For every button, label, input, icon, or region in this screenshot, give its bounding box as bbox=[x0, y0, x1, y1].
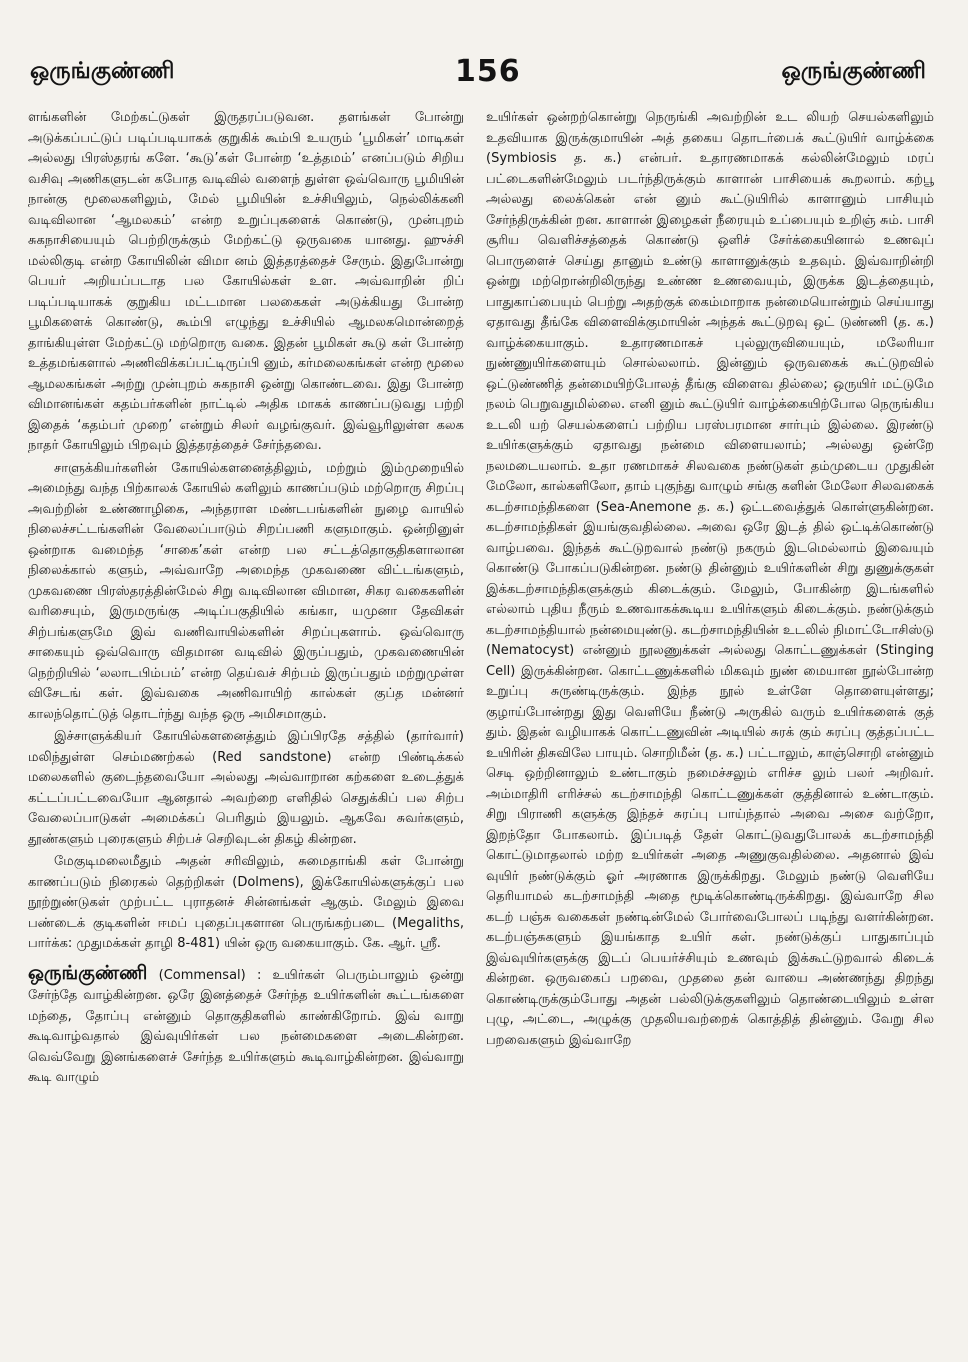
left-column bbox=[28, 108, 464, 1348]
entry-commensal bbox=[28, 963, 464, 1089]
paragraph-symbiosis: உயிர்கள் ஒன்றற்கொன்று நெருங்கி அவற்றின் உட லியற் செயல்களிலும் உதவியாக இருக்குமாயின் அத் தகைய தொடர்பைக் கூட்டுயிர் வாழ்க்கை (Symbiosis த. க.) என்பர். உதாரணமாகக் கல்லின்மேலும் மரப் பட்டைகளின்மேலும் படர்ந்திருக்கும் காளான் பாசியைக் கூறலாம். கற்பூ அல்லது லைக்கென் என் னும் கூட்டுயிரில் காளானும் பாசியும் சேர்ந்திருக்கின் றன. காளான் இழைகள் நீரையும் உப்பையும் உறிஞ் சும். பாசி சூரிய வெளிச்சத்தைக் கொண்டு ஒளிச் சேர்க்கையினால் உணவுப் பொருளைச் செய்து தானும் உண்டு காளானுக்கும் உதவும். இவ்வாறின்றி ஒன்று மற்றொன்றிலிருந்து உண்ண உணவையும், இருக்க இடத்தையும், பாதுகாப்பையும் பெற்று அதற்குக் கைம்மாறாக நன்மையொன்றும் செய்யாது ஏதாவது தீங்கே விளைவிக்குமாயின் அந்தக் கூட்டுறவு ஒட் டுண்ணி (த. க.) வாழ்க்கையாகும். உதாரணமாகச் புல்லுருவியையும், மலேரியா நுண்ணுயிர்களையும் சொல்லலாம். இன்னும் ஒருவகைக் கூட்டுறவில் ஒட்டுண்ணித் தன்மையிற்போலத் தீங்கு விளைவ தில்லை; ஒருயிர் மட்டுமே நலம் பெறுவதுமில்லை. எனி னும் கூட்டுயிர் வாழ்க்கையிற்போல நெருங்கிய உடலி யற் செயல்களைப் பற்றிய பரஸ்பரமான சார்பும் இல்லை. இரண்டு உயிர்களுக்கும் ஏதாவது நன்மை விளையலாம்; அல்லது ஒன்றே நலமடையலாம். உதா ரணமாகச் சிலவகை நண்டுகள் தம்முடைய முதுகின் மேலோ, கால்களிலோ, தாம் புகுந்து வாழும் சங்கு களின் மேலோ சிலவகைக் கடற்சாமந்திகளை (Sea-Anemone த. க.) ஒட்டவைத்துக் கொள்ளுகின்றன. கடற்சாமந்திகள் இயங்குவதில்லை. அவை ஒரே இடத் தில் ஒட்டிக்கொண்டு வாழ்பவை. இந்தக் கூட்டுறவால் நண்டு நகரும் இடமெல்லாம் இவையும் கொண்டு போகப்படுகின்றன. நண்டு தின்னும் உயிர்களின் சிறு துணுக்குகள் இக்கடற்சாமந்திகளுக்கும் கிடைக்கும். மேலும், போகின்ற இடங்களில் எல்லாம் புதிய நீரும் உணவாகக்கூடிய உயிர்களும் கிடைக்கும். நண்டுக்கும் கடற்சாமந்தியால் நன்மையுண்டு. கடற்சாமந்தியின் உடலில் நிமாட்டோசிஸ்டு (Nematocyst) என்னும் நூலணுக்கள் அல்லது கொட்டணுக்கள் (Stinging Cell) இருக்கின்றன. கொட்டணுக்களில் மிகவும் நுண் மையான நூல்போன்ற உறுப்பு சுருண்டிருக்கும். இந்த நூல் உள்ளே தொளையுள்ளது; குழாய்போன்றது இது வெளியே நீண்டு அருகில் வரும் உயிர்களைக் குத் தும். இதன் வழியாகக் கொட்டணுவின் அடியில் சுரக் கும் சுரப்பு குத்தப்பட்ட உயிரின் திசுவிலே பாயும். சொறிமீன் (த. க.) பட்டாலும், காஞ்சொறி என்னும் செடி ஒற்றினாலும் உண்டாகும் நமைச்சலும் எரிச்ச லும் பலர் அறிவர். அம்மாதிரி எரிச்சல் கடற்சாமந்தி கொட்டணுக்கள் குத்தினால் உண்டாகும். சிறு பிராணி களுக்கு இந்தச் சுரப்பு பாய்ந்தால் அவை அசை வற்றோ, இறந்தோ போகலாம். இப்படித் தேள் கொட்டுவதுபோலக் கடற்சாமந்தி கொட்டுமாதலால் மற்ற உயிர்கள் அதை அணுகுவதில்லை. அதனால் இவ் வுயிர் நண்டுக்கும் ஓர் அரணாக இருக்கிறது. மேலும் நண்டு வெளியே தெரியாமல் கடற்சாமந்தி அதை மூடிக்கொண்டிருக்கிறது. இவ்வாறே சில கடற் பஞ்சு வகைகள் நண்டின்மேல் போர்வைபோலப் படிந்து வளர்கின்றன. கடற்பஞ்சுகளும் இயங்காத உயிர் கள். நண்டுக்குப் பாதுகாப்பும் இவ்வுயிர்களுக்கு இடப் பெயர்ச்சியும் உணவும் இக்கூட்டுறவால் கிடைக் கின்றன. ஒருவகைப் பறவை, முதலை தன் வாயை அண்ணந்து திறந்து கொண்டிருக்கும்போது அதன் பல்லிடுக்குகளிலும் தொண்டையிலும் உள்ள புழு, அட்டை, அழுக்கு முதலியவற்றைக் கொத்தித் தின்னும். வேறு சில பறவைகளும் இவ்வாறே bbox=[486, 110, 934, 1048]
running-title-right: ஒருங்குண்ணி bbox=[781, 58, 926, 84]
paragraph-temple-superstructure: ளங்களின் மேற்கட்டுகள் இருதரப்படுவன. தளங்கள் போன்று அடுக்கப்பட்டுப் படிப்படியாகக் குறுகிக் கூம்பி உயரும் ‘பூமிகள்’ மாடிகள் அல்லது பிரஸ்தரங் களே. ‘கூடு’கள் போன்ற ‘உத்தமம்’ எனப்படும் சிறிய வசிவு அணிகளுடன் கபோத வடிவில் வளைந் துள்ள ஒவ்வொரு பூமியின் நான்கு மூலைகளிலும், மேல் பூமியின் உச்சியிலும், நெல்லிக்கனி வடிவிலான ‘ஆமலகம்’ என்ற உறுப்புகளைக் கொண்டு, முன்புறம் சுகநாசியையும் பெற்றிருக்கும் மேற்கட்டு ஒருவகை யானது. ஹுச்சி மல்லிகுடி என்ற கோயிலின் விமா னம் இத்தரத்தைச் சேரும். இதுபோன்று பெயர் அறியப்படாத பல கோயில்கள் உள. அவ்வாறின் றிப் படிப்படியாகக் குறுகிய மட்டமான பலகைகள் அடுக்கியது போன்ற பூமிகளைக் கொண்டு, கூம்பி எழுந்து உச்சியில் ஆமலகமொன்றைத் தாங்கியுள்ள மேற்கட்டு மற்றொரு வகை. இதன் பூமிகள் கூடு கள் போன்ற உத்தமங்களால் அணிவிக்கப்பட்டிருப்பி னும், கர்மலைகங்கள் என்ற மூலை ஆமலகங்கள் அற்று முன்புறம் சுகநாசி ஒன்று கொண்டவை. இது போன்ற விமானங்கள் கதம்பர்களின் நாட்டில் அதிக மாகக் காணப்படுவது பற்றி இதைக் ‘கதம்பர் முறை’ என்றும் சிலர் வழங்குவர். இவ்வூரிலுள்ள கலக நாதர் கோயிலும் பிறவும் இத்தரத்தைச் சேர்ந்தவை. bbox=[28, 110, 464, 453]
running-title-left: ஒருங்குண்ணி bbox=[30, 58, 175, 84]
running-header bbox=[0, 54, 968, 98]
right-column bbox=[486, 108, 934, 1348]
entry-body: (Commensal) : உயிர்கள் பெரும்பாலும் ஒன்று சேர்ந்தே வாழ்கின்றன. ஒரே இனத்தைச் சேர்ந்த உயிர்களின் கூட்டங்களை மந்தை, தோப்பு என்னும் தொகுதிகளில் காண்கிறோம். இவ் வாறு கூடிவாழ்வதால் இவ்வுயிர்கள் பல நன்மைகளை அடைகின்றன. வெவ்வேறு இனங்களைச் சேர்ந்த உயிர்களும் கூடிவாழ்கின்றன. இவ்வாறு கூடி வாழும் bbox=[28, 967, 464, 1085]
entry-headword: ஒருங்குண்ணி bbox=[28, 961, 148, 984]
paragraph-dolmens: மேகுடிமலைமீதும் அதன் சரிவிலும், சுமைதாங்கி கள் போன்று காணப்படும் நிரைகல் தெற்றிகள் (Dolmens), இக்கோயில்களுக்குப் பல நூற்றுண்டுகள் முற்பட்ட புராதனச் சின்னங்கள் ஆகும். மேலும் இவை பண்டைக் குடிகளின் ஈமப் புதைப்புகளான பெருங்கற்படை (Megaliths, பார்க்க: முதுமக்கள் தாழி 8-481) யின் ஒரு வகையாகும். கே. ஆர். ஸ்ரீ. bbox=[28, 854, 464, 951]
paragraph-doorways: சாளுக்கியர்களின் கோயில்களனைத்திலும், மற்றும் இம்முறையில் அமைந்து வந்த பிற்காலக் கோயில் களிலும் காணப்படும் மற்றொரு சிறப்பு அவற்றின் உண்ணாழிகை, அந்தராள மண்டபங்களின் நுழை வாயில் நிலைச்சட்டங்களின் வேலைப்பாடும் சிறப்பணி களுமாகும். ஒன்றினுள் ஒன்றாக வமைந்த ‘சாகை’கள் என்ற பல சட்டத்தொகுதிகளாலான நிலைக்கால் களும், அவ்வாறே அமைந்த முகவணை விட்டங்களும், முகவணை பிரஸ்தரத்தின்மேல் சிறு வடிவிலான விமான, சிகர வகைகளின் வரிசையும், இருமருங்கு அடிப்பகுதியில் கங்கா, யமுனா தேவிகள் சிற்பங்களுமே இவ் வணிவாயில்களின் சிறப்புகளாம். ஒவ்வொரு சாகையும் ஒவ்வொரு விதமான வடிவில் இருப்பதும், முகவணையின் நெற்றியில் ‘லலாடபிம்பம்’ என்ற தெய்வச் சிற்பம் இருப்பதும் மற்றுமுள்ள விசேடங் கள். இவ்வகை அணிவாயிற் கால்கள் குப்த மன்னர் காலந்தொட்டுத் தொடர்ந்து வந்த ஒரு அமிசமாகும். bbox=[28, 460, 464, 722]
page-number: 156 bbox=[455, 54, 521, 89]
paragraph-sandstone: இச்சாளுக்கியர் கோயில்களனைத்தும் இப்பிரதே சத்தில் (தார்வார்) மலிந்துள்ள செம்மணற்கல் (Red sandstone) என்ற பிண்டிக்கல் மலைகளில் குடைந்தவையோ அல்லது அவ்வாறான கற்களை உடைத்துக் கட்டப்பட்டவையோ ஆனதால் அவற்றை எளிதில் செதுக்கிப் பல சிற்ப வேலைப்பாடுகள் அமைக்கப் பெரிதும் இயலும். ஆகவே சுவர்களும், தூண்களும் புரைகளும் சிற்பச் செறிவுடன் திகழ் கின்றன. bbox=[28, 729, 464, 847]
